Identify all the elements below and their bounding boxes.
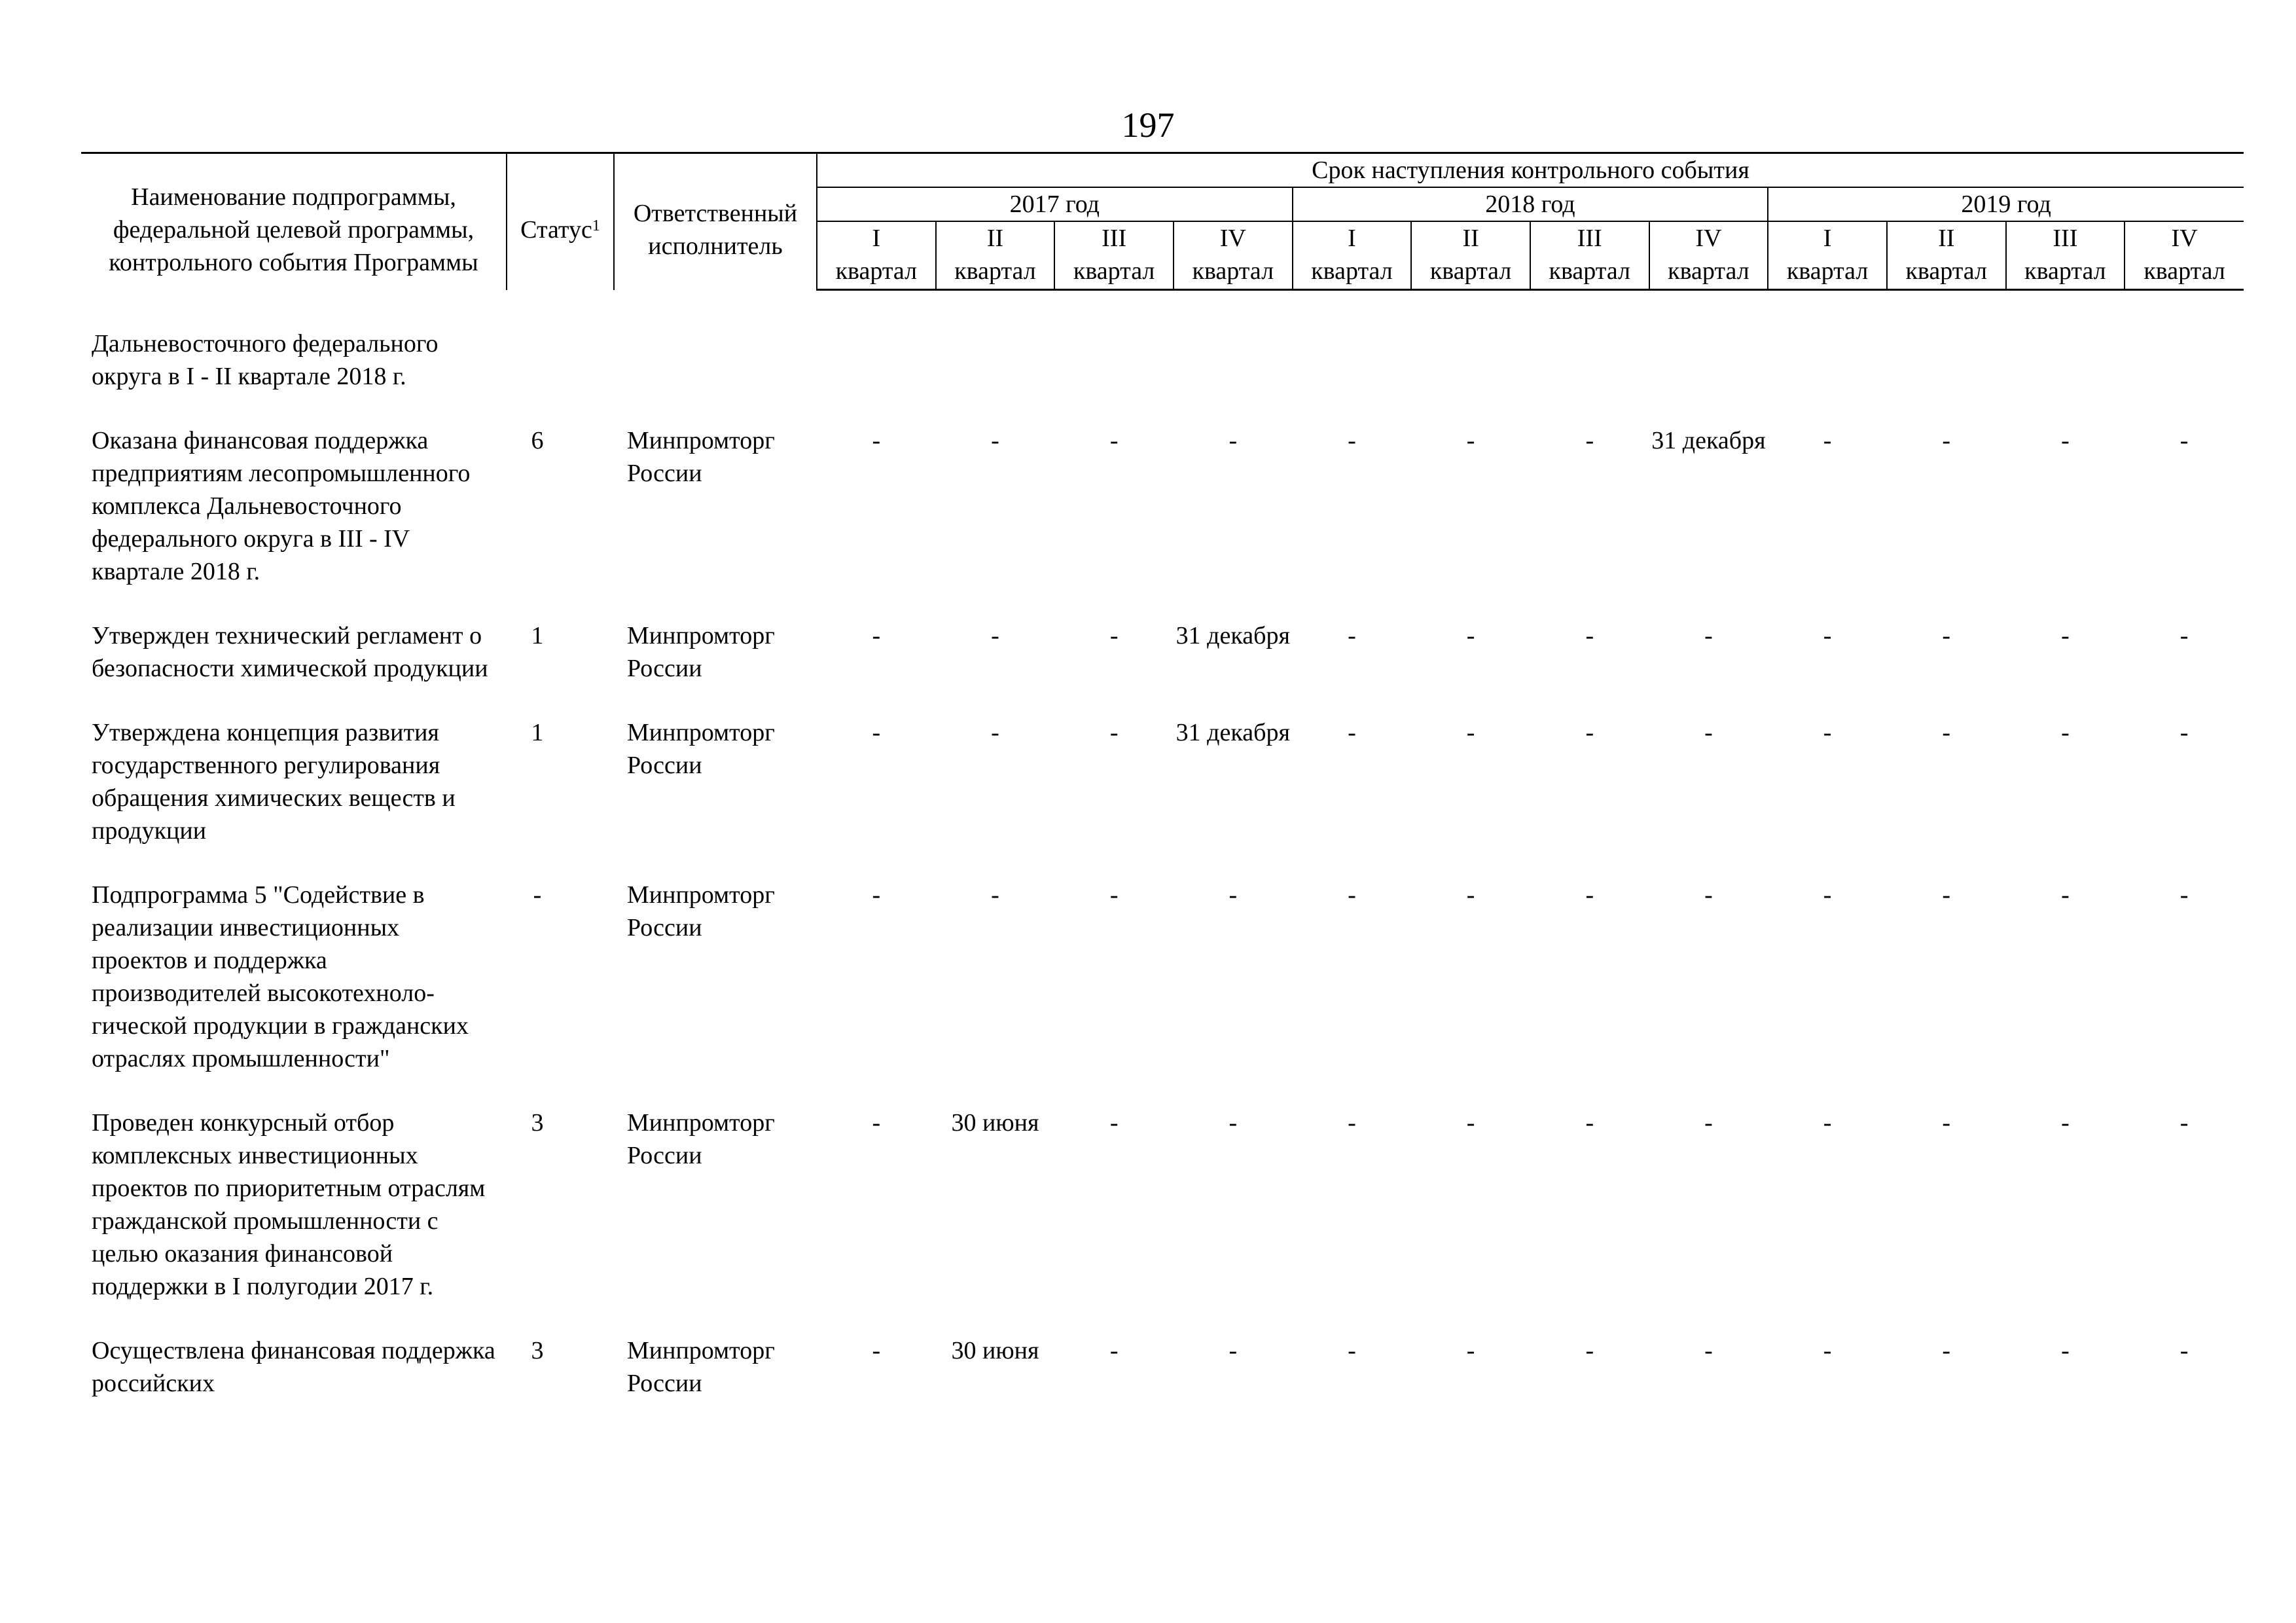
header-quarter-numeral: IV — [2171, 225, 2198, 252]
event-responsible — [614, 327, 817, 424]
table-row — [81, 424, 2244, 619]
quarter-deadline: - — [2061, 1109, 2070, 1137]
header-quarter-word: квартал — [817, 255, 936, 290]
header-quarter-word: квартал — [1649, 255, 1768, 290]
header-quarter-numeral: IV — [1174, 221, 1293, 255]
table-header — [81, 153, 2244, 290]
quarter-deadline: - — [1585, 881, 1594, 909]
quarter-deadline: - — [2179, 427, 2189, 454]
quarter-deadline: - — [2179, 881, 2189, 909]
quarter-deadline: - — [1229, 1109, 1238, 1137]
quarter-deadline: - — [1704, 622, 1713, 649]
quarter-deadline: - — [1229, 1337, 1238, 1364]
table-row — [81, 1334, 2244, 1431]
quarter-deadline — [2006, 327, 2125, 424]
header-quarter-numeral: III — [2006, 221, 2125, 255]
quarter-deadline — [1411, 327, 1530, 424]
quarter-deadline: - — [872, 1337, 881, 1364]
quarter-deadline: - — [991, 881, 999, 909]
quarter-deadline: - — [991, 719, 999, 746]
quarter-deadline: - — [2061, 622, 2070, 649]
quarter-deadline: - — [1823, 881, 1832, 909]
header-status — [507, 153, 614, 290]
header-quarter-numeral: III — [1530, 221, 1649, 255]
header-status-footnote: 1 — [592, 217, 600, 234]
header-year: 2019 год — [1768, 187, 2244, 221]
quarter-deadline: - — [1109, 622, 1119, 649]
quarter-deadline: - — [1585, 1109, 1594, 1137]
quarter-deadline: - — [1466, 1337, 1475, 1364]
table-row — [81, 716, 2244, 879]
quarter-deadline: - — [2179, 1337, 2189, 1364]
event-responsible: Минпромторг России — [627, 427, 775, 487]
header-quarter-word: квартал — [2006, 255, 2125, 290]
quarter-deadline: - — [1942, 622, 1951, 649]
quarter-deadline: - — [1823, 427, 1832, 454]
quarter-deadline: - — [1466, 1109, 1475, 1137]
event-name: Подпрограмма 5 "Содействие в реализации инвестиционных проектов и поддержка производителей высокотехноло-гической продукции в гражданских отраслях промышленности" — [92, 881, 469, 1072]
event-status: 3 — [531, 1109, 544, 1137]
header-quarter-word: квартал — [1530, 255, 1649, 290]
quarter-deadline: - — [1229, 427, 1238, 454]
header-year: 2017 год — [817, 187, 1293, 221]
quarter-deadline: - — [1109, 427, 1119, 454]
quarter-deadline: - — [1823, 1337, 1832, 1364]
header-quarter-numeral: II — [936, 221, 1055, 255]
header-quarter-numeral: II — [1411, 221, 1530, 255]
event-responsible: Минпромторг России — [627, 1337, 775, 1397]
header-quarter-word: квартал — [2125, 255, 2244, 290]
quarter-deadline: - — [2179, 1109, 2189, 1137]
quarter-deadline — [1768, 327, 1887, 424]
quarter-deadline: - — [1229, 881, 1238, 909]
event-name: Дальневосточного федерального округа в I - II квартале 2018 г. — [92, 330, 439, 390]
quarter-deadline — [2125, 327, 2244, 424]
header-name: Наименование подпрограммы, федеральной целевой программы, контрольного события Программы — [81, 153, 507, 290]
quarter-deadline: - — [872, 1109, 881, 1137]
quarter-deadline: - — [872, 719, 881, 746]
header-quarter-word: квартал — [1887, 255, 2006, 290]
quarter-deadline — [936, 327, 1055, 424]
quarter-deadline: 31 декабря — [1651, 427, 1766, 454]
quarter-deadline: - — [991, 427, 999, 454]
header-quarter-word: квартал — [1174, 255, 1293, 290]
quarter-deadline: - — [872, 427, 881, 454]
quarter-deadline: - — [1466, 427, 1475, 454]
table-body — [81, 290, 2244, 1432]
quarter-deadline: - — [1942, 881, 1951, 909]
quarter-deadline — [1530, 327, 1649, 424]
header-quarter-word: квартал — [1411, 255, 1530, 290]
quarter-deadline: 31 декабря — [1175, 622, 1290, 649]
header-quarter-word: квартал — [1293, 255, 1412, 290]
event-name: Проведен конкурсный отбор комплексных инвестиционных проектов по приоритетным отраслям гражданской промышленности с целью оказания финансовой поддержки в I полугодии 2017 г. — [92, 1109, 486, 1300]
quarter-deadline: - — [1585, 1337, 1594, 1364]
header-year: 2018 год — [1293, 187, 1768, 221]
quarter-deadline: - — [1704, 719, 1713, 746]
quarter-deadline: - — [2061, 1337, 2070, 1364]
table-row — [81, 619, 2244, 716]
event-name: Осуществлена финансовая поддержка российских — [92, 1337, 495, 1397]
event-responsible: Минпромторг России — [627, 881, 775, 941]
header-responsible: Ответственный исполнитель — [614, 153, 817, 290]
header-term: Срок наступления контрольного события — [817, 153, 2244, 188]
quarter-deadline: - — [1823, 622, 1832, 649]
quarter-deadline: - — [1585, 719, 1594, 746]
header-quarter-numeral: IV — [1649, 221, 1768, 255]
quarter-deadline: 31 декабря — [1175, 719, 1290, 746]
quarter-deadline: - — [1348, 881, 1356, 909]
quarter-deadline: - — [2061, 427, 2070, 454]
quarter-deadline: - — [1348, 1337, 1356, 1364]
quarter-deadline: - — [872, 881, 881, 909]
event-responsible: Минпромторг России — [627, 1109, 775, 1169]
quarter-deadline: - — [1348, 427, 1356, 454]
event-status: 1 — [531, 622, 544, 649]
quarter-deadline: - — [872, 622, 881, 649]
event-name: Утвержден технический регламент о безопасности химической продукции — [92, 622, 488, 682]
quarter-deadline: - — [1348, 622, 1356, 649]
quarter-deadline: - — [1109, 719, 1119, 746]
page-number: 197 — [1121, 105, 1175, 145]
quarter-deadline — [1649, 327, 1768, 424]
header-quarter-word: квартал — [1768, 255, 1887, 290]
quarter-deadline: - — [2061, 881, 2070, 909]
header-quarter-numeral: III — [1054, 221, 1174, 255]
event-status: 3 — [531, 1337, 544, 1364]
quarter-deadline: - — [1942, 1337, 1951, 1364]
quarter-deadline: - — [991, 622, 999, 649]
header-quarter-word: квартал — [936, 255, 1055, 290]
quarter-deadline: - — [1585, 427, 1594, 454]
event-name: Оказана финансовая поддержка предприятиям лесопромышленного комплекса Дальневосточного федерального округа в III - IV квартале 2018 г. — [92, 427, 471, 585]
quarter-deadline — [1174, 327, 1293, 424]
event-status — [507, 327, 614, 424]
header-quarter-numeral: I — [817, 221, 936, 255]
quarter-deadline: - — [1704, 1109, 1713, 1137]
quarter-deadline: - — [1466, 881, 1475, 909]
quarter-deadline: - — [1704, 1337, 1713, 1364]
quarter-deadline: - — [2061, 719, 2070, 746]
table-row — [81, 327, 2244, 424]
quarter-deadline: - — [1466, 622, 1475, 649]
quarter-deadline — [1054, 327, 1174, 424]
event-responsible: Минпромторг России — [627, 622, 775, 682]
table-row — [81, 879, 2244, 1106]
header-quarter-numeral: II — [1887, 221, 2006, 255]
quarter-deadline — [1293, 327, 1412, 424]
quarter-deadline: - — [1466, 719, 1475, 746]
quarter-deadline — [817, 327, 936, 424]
header-quarter-numeral: I — [1293, 221, 1412, 255]
header-status-label: Статус — [520, 215, 592, 244]
quarter-deadline: - — [1823, 1109, 1832, 1137]
quarter-deadline: - — [1109, 881, 1119, 909]
event-name: Утверждена концепция развития государственного регулирования обращения химических веществ и продукции — [92, 719, 456, 845]
quarter-deadline: - — [1348, 1109, 1356, 1137]
table-row — [81, 1106, 2244, 1334]
header-quarter-word: квартал — [1054, 255, 1174, 290]
event-status: - — [533, 881, 542, 909]
quarter-deadline: - — [1942, 427, 1951, 454]
quarter-deadline: - — [1109, 1109, 1119, 1137]
quarter-deadline: - — [1823, 719, 1832, 746]
event-responsible: Минпромторг России — [627, 719, 775, 779]
quarter-deadline: - — [1585, 622, 1594, 649]
quarter-deadline: - — [1704, 881, 1713, 909]
control-events-table — [81, 152, 2244, 1431]
quarter-deadline: 30 июня — [951, 1337, 1039, 1364]
quarter-deadline: - — [1942, 1109, 1951, 1137]
quarter-deadline — [1887, 327, 2006, 424]
quarter-deadline: - — [2179, 719, 2189, 746]
quarter-deadline: 30 июня — [951, 1109, 1039, 1137]
event-status: 1 — [531, 719, 544, 746]
quarter-deadline: - — [1348, 719, 1356, 746]
quarter-deadline: - — [1942, 719, 1951, 746]
event-status: 6 — [531, 427, 544, 454]
header-quarter-numeral: I — [1768, 221, 1887, 255]
quarter-deadline: - — [2179, 622, 2189, 649]
quarter-deadline: - — [1109, 1337, 1119, 1364]
